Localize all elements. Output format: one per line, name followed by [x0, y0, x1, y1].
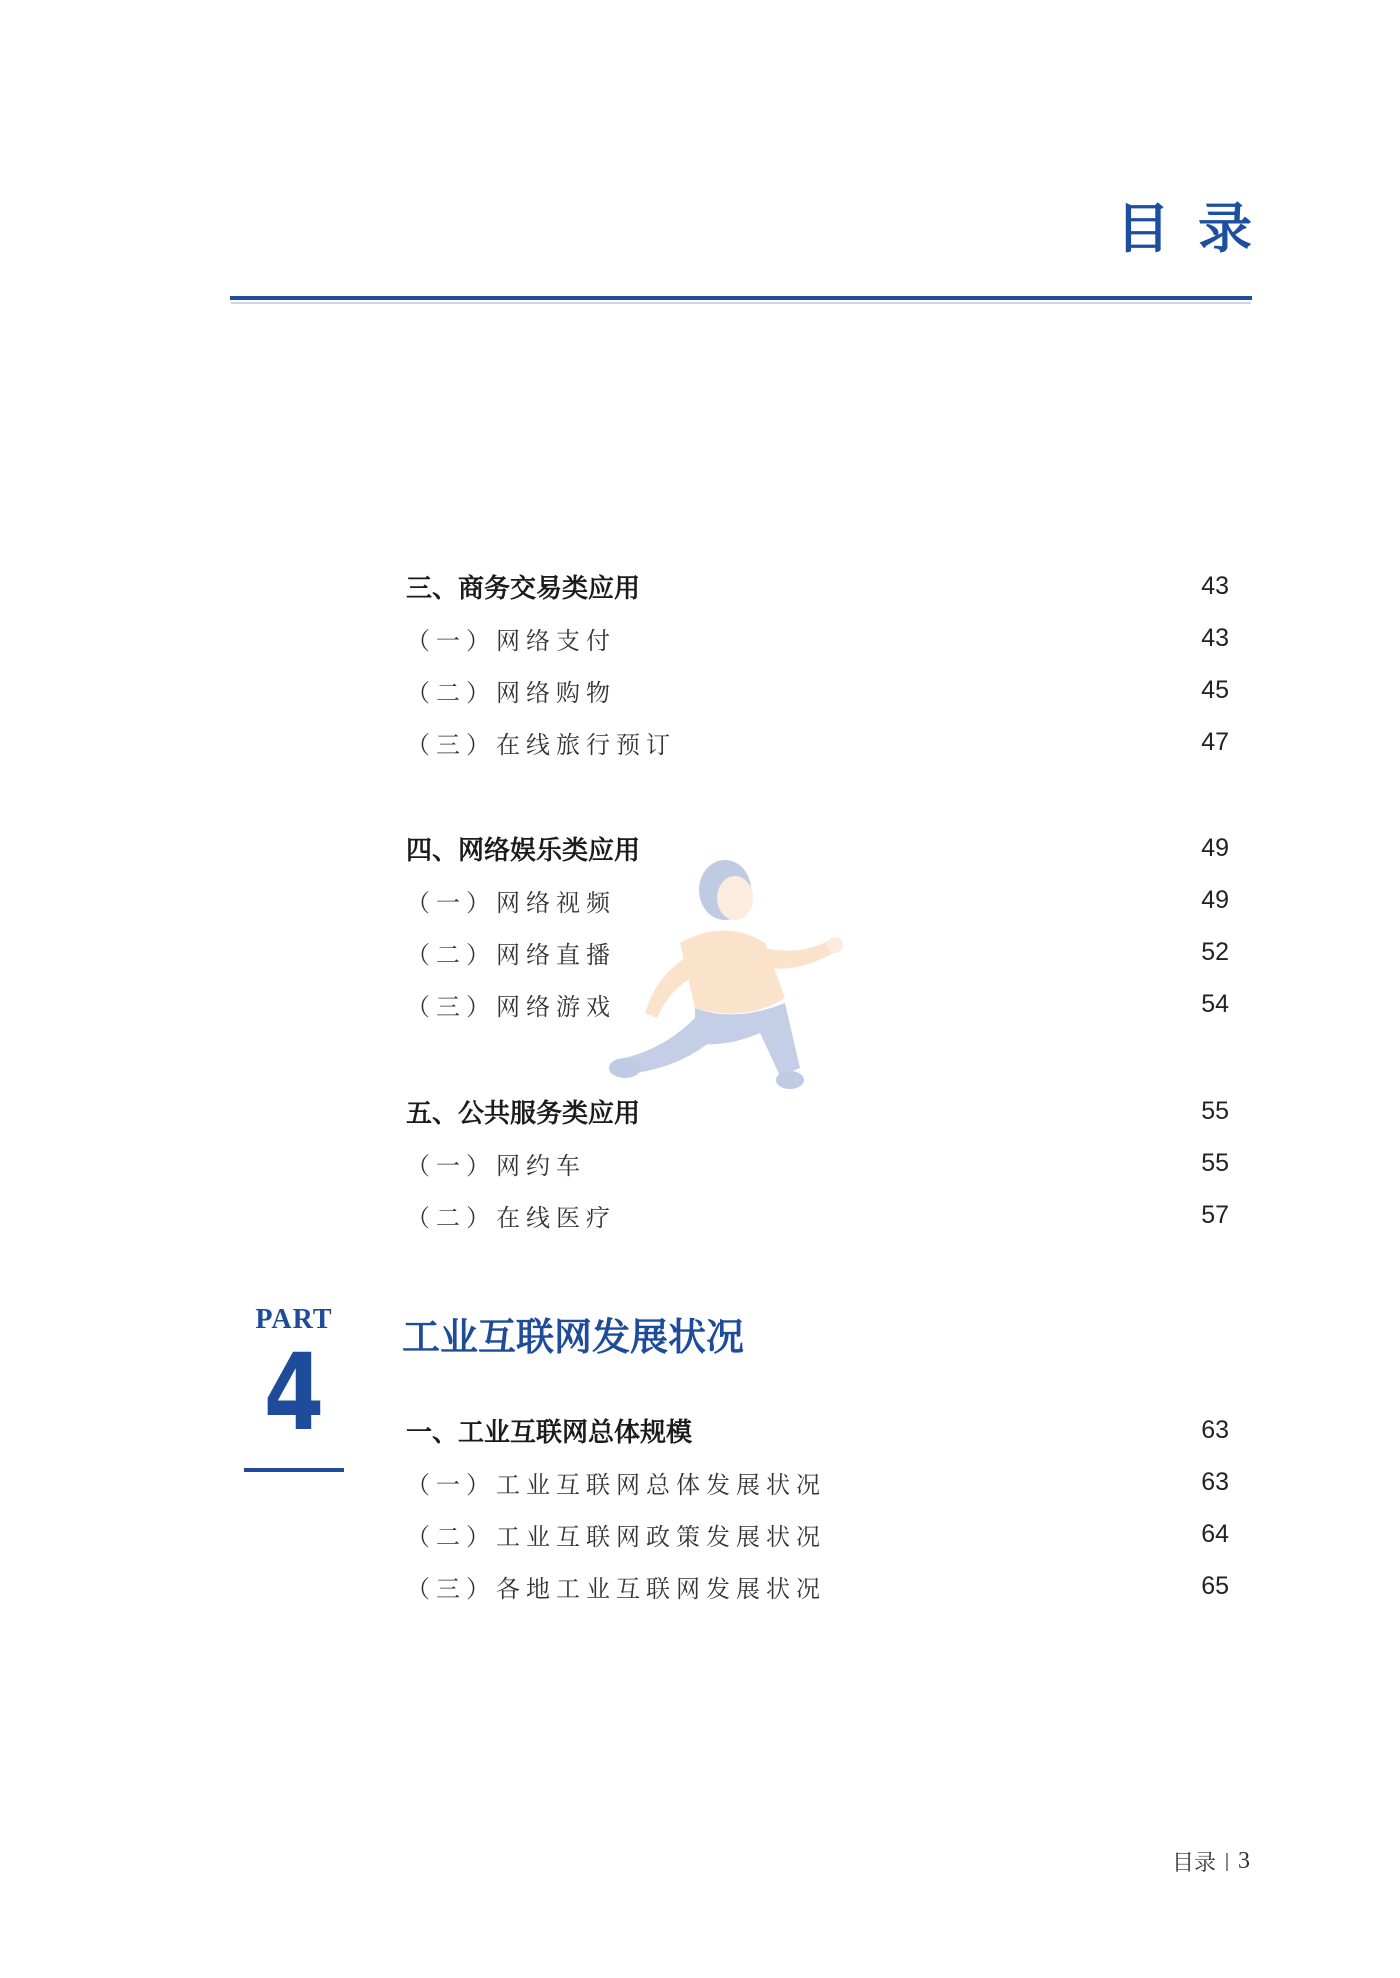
toc-entry[interactable]	[406, 978, 1229, 1030]
toc-entry[interactable]	[406, 874, 1229, 926]
toc-entry[interactable]	[406, 1137, 1229, 1189]
toc-entry-label: 一、工业互联网总体规模	[406, 1417, 693, 1448]
toc-entry-page: 45	[1201, 675, 1229, 704]
footer-label: 目录	[1171, 1851, 1216, 1876]
page-footer	[1172, 1846, 1250, 1877]
page-number: 3	[1238, 1848, 1250, 1874]
toc-entry[interactable]	[406, 560, 1229, 612]
part-divider	[244, 1468, 344, 1472]
toc-entry-label: （三）网络游戏	[406, 992, 616, 1021]
toc-section-4	[406, 822, 1229, 1030]
toc-section-5	[406, 1085, 1229, 1241]
toc-entry-label: （二）网络直播	[406, 940, 616, 969]
toc-entry-label: （三）各地工业互联网发展状况	[406, 1574, 826, 1603]
toc-entry-page: 43	[1201, 623, 1229, 652]
toc-entry-page: 52	[1201, 937, 1229, 966]
toc-entry-label: （三）在线旅行预订	[406, 730, 676, 759]
toc-entry[interactable]	[406, 1085, 1229, 1137]
toc-entry-page: 49	[1201, 833, 1229, 862]
toc-entry-page: 55	[1201, 1096, 1229, 1125]
toc-part-4	[406, 1404, 1229, 1612]
toc-entry-label: （一）网络支付	[406, 626, 616, 655]
part-number: 4	[263, 1331, 325, 1454]
toc-entry-label: （二）在线医疗	[406, 1203, 616, 1232]
toc-entry[interactable]	[406, 1189, 1229, 1241]
toc-entry-label: （二）网络购物	[406, 678, 616, 707]
title-divider	[230, 296, 1252, 300]
toc-entry-label: 三、商务交易类应用	[406, 573, 641, 604]
toc-entry-label: 五、公共服务类应用	[406, 1098, 641, 1129]
toc-entry-page: 43	[1201, 571, 1229, 600]
toc-entry-page: 63	[1201, 1415, 1229, 1444]
toc-entry-page: 54	[1201, 989, 1229, 1018]
toc-entry[interactable]	[406, 1508, 1229, 1560]
toc-entry-page: 63	[1201, 1467, 1229, 1496]
toc-entry[interactable]	[406, 1404, 1229, 1456]
toc-entry-page: 55	[1201, 1148, 1229, 1177]
toc-entry-label: （二）工业互联网政策发展状况	[406, 1522, 826, 1551]
toc-entry[interactable]	[406, 612, 1229, 664]
toc-entry[interactable]	[406, 1456, 1229, 1508]
toc-entry-label: （一）工业互联网总体发展状况	[406, 1470, 826, 1499]
toc-entry-label: （一）网络视频	[406, 888, 616, 917]
toc-entry-label: 四、网络娱乐类应用	[406, 835, 641, 866]
toc-entry-label: （一）网约车	[406, 1151, 586, 1180]
toc-entry-page: 47	[1201, 727, 1229, 756]
part-title[interactable]: 工业互联网发展状况	[402, 1315, 745, 1359]
toc-entry[interactable]	[406, 926, 1229, 978]
toc-section-3	[406, 560, 1229, 768]
toc-entry-page: 49	[1201, 885, 1229, 914]
toc-entry-page: 65	[1201, 1571, 1229, 1600]
page-title: 目录	[1116, 197, 1280, 260]
part-label: PART	[255, 1304, 333, 1335]
toc-entry[interactable]	[406, 716, 1229, 768]
toc-entry[interactable]	[406, 822, 1229, 874]
toc-entry[interactable]	[406, 664, 1229, 716]
toc-entry-page: 57	[1201, 1200, 1229, 1229]
toc-entry-page: 64	[1201, 1519, 1229, 1548]
toc-entry[interactable]	[406, 1560, 1229, 1612]
footer-separator	[1226, 1853, 1228, 1871]
